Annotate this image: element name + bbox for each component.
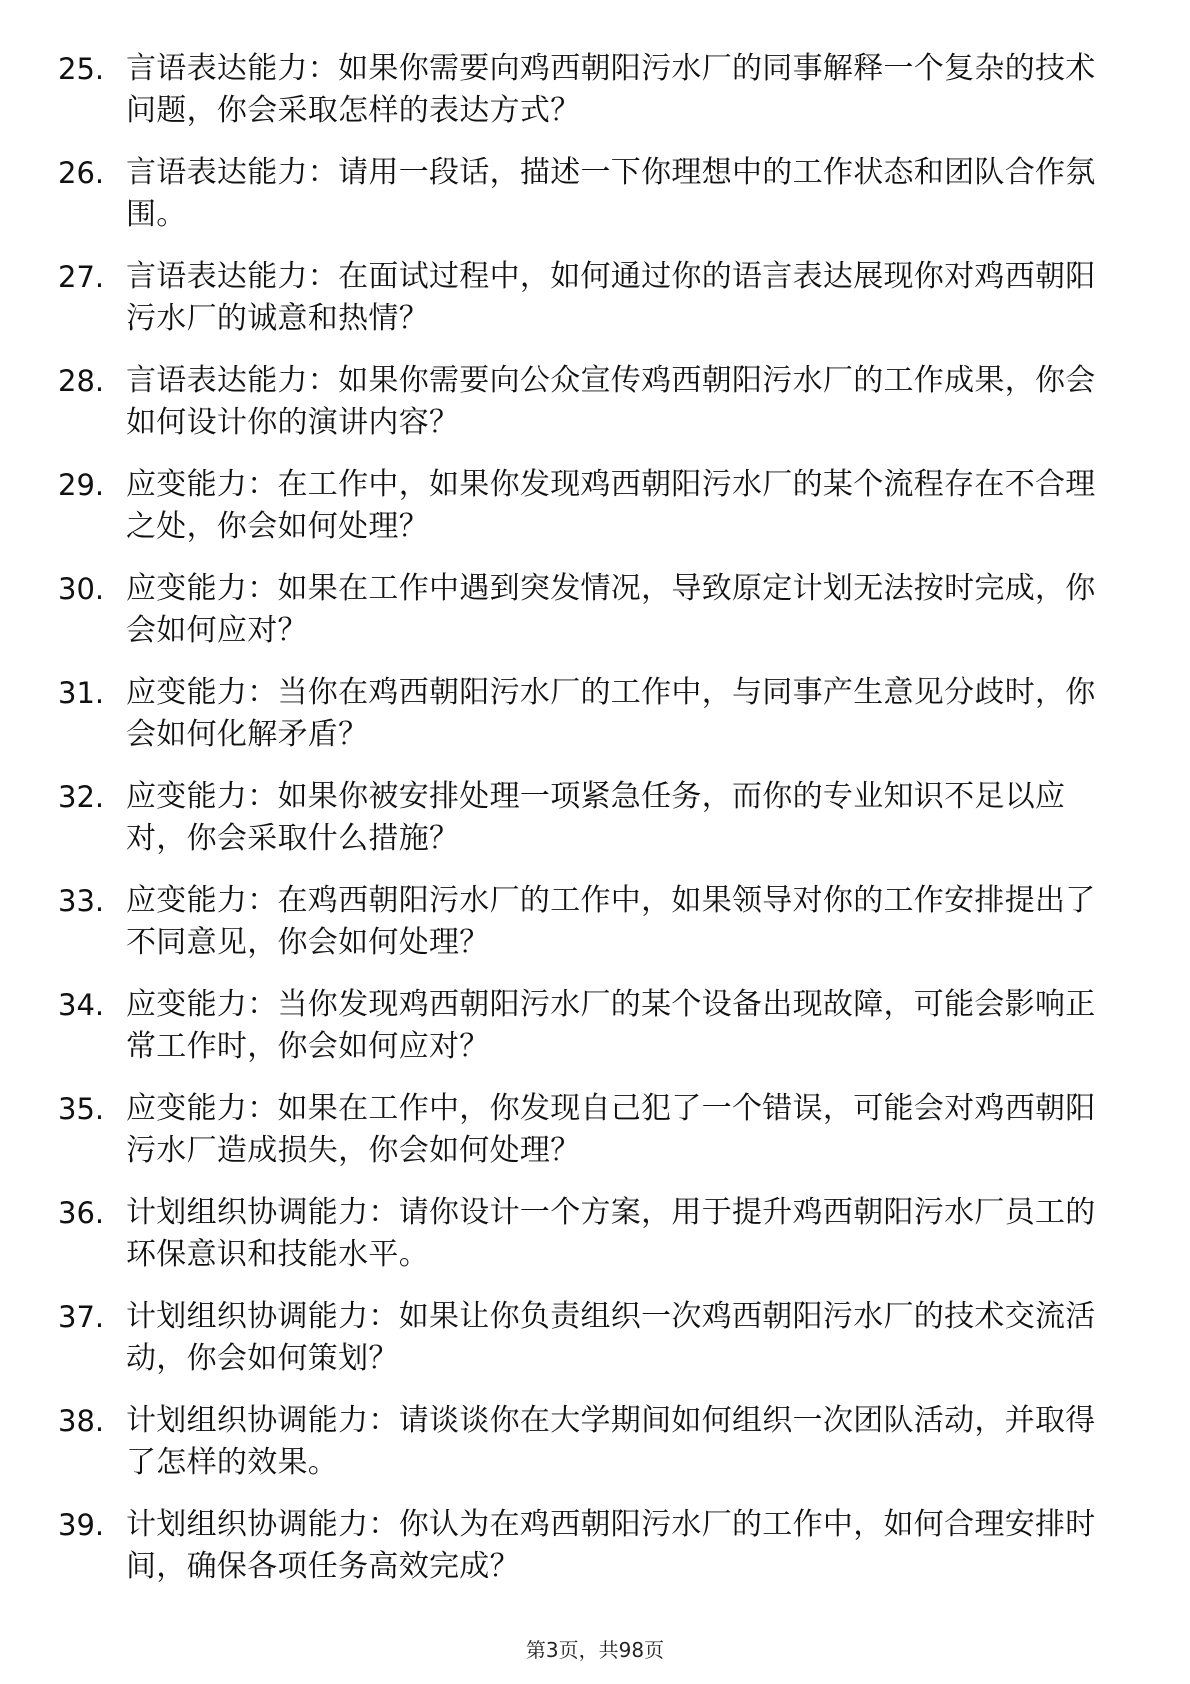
question-text: 应变能力：当你发现鸡西朝阳污水厂的某个设备出现故障，可能会影响正常工作时，你会如何应对？: [126, 987, 1096, 1064]
question-text: 应变能力：如果你被安排处理一项紧急任务，而你的专业知识不足以应对，你会采取什么措施？: [126, 779, 1066, 856]
question-text: 言语表达能力：在面试过程中，如何通过你的语言表达展现你对鸡西朝阳污水厂的诚意和热情？: [126, 259, 1096, 336]
question-number: 34.: [58, 988, 105, 1022]
page-footer: [0, 1636, 1190, 1664]
question-item: [0, 568, 1190, 662]
question-text: 计划组织协调能力：请你设计一个方案，用于提升鸡西朝阳污水厂员工的环保意识和技能水平。: [126, 1195, 1096, 1272]
question-number: 33.: [58, 884, 105, 918]
question-item: [0, 984, 1190, 1078]
question-text: 应变能力：如果在工作中，你发现自己犯了一个错误，可能会对鸡西朝阳污水厂造成损失，你会如何处理？: [126, 1091, 1096, 1168]
question-text: 应变能力：在工作中，如果你发现鸡西朝阳污水厂的某个流程存在不合理之处，你会如何处理？: [126, 467, 1096, 544]
question-item: [0, 48, 1190, 142]
question-item: [0, 776, 1190, 870]
question-item: [0, 1504, 1190, 1598]
question-item: [0, 464, 1190, 558]
question-text: 计划组织协调能力：请谈谈你在大学期间如何组织一次团队活动，并取得了怎样的效果。: [126, 1403, 1096, 1480]
question-number: 25.: [58, 52, 105, 86]
question-text: 言语表达能力：如果你需要向公众宣传鸡西朝阳污水厂的工作成果，你会如何设计你的演讲内容？: [126, 363, 1096, 440]
question-number: 27.: [58, 260, 105, 294]
question-number: 36.: [58, 1196, 105, 1230]
question-item: [0, 1088, 1190, 1182]
question-item: [0, 1400, 1190, 1494]
page-number-label: 第3页，共98页: [525, 1638, 665, 1662]
question-text: 言语表达能力：如果你需要向鸡西朝阳污水厂的同事解释一个复杂的技术问题，你会采取怎样的表达方式？: [126, 51, 1096, 128]
question-number: 26.: [58, 156, 105, 190]
question-number: 30.: [58, 572, 105, 606]
question-number: 31.: [58, 676, 105, 710]
question-item: [0, 880, 1190, 974]
question-item: [0, 1296, 1190, 1390]
question-number: 38.: [58, 1404, 105, 1438]
question-number: 37.: [58, 1300, 105, 1334]
question-text: 应变能力：如果在工作中遇到突发情况，导致原定计划无法按时完成，你会如何应对？: [126, 571, 1096, 648]
question-text: 应变能力：当你在鸡西朝阳污水厂的工作中，与同事产生意见分歧时，你会如何化解矛盾？: [126, 675, 1096, 752]
question-item: [0, 152, 1190, 246]
question-text: 计划组织协调能力：你认为在鸡西朝阳污水厂的工作中，如何合理安排时间，确保各项任务高效完成？: [126, 1507, 1096, 1584]
question-text: 言语表达能力：请用一段话，描述一下你理想中的工作状态和团队合作氛围。: [126, 155, 1096, 232]
question-text: 计划组织协调能力：如果让你负责组织一次鸡西朝阳污水厂的技术交流活动，你会如何策划？: [126, 1299, 1096, 1376]
question-number: 39.: [58, 1508, 105, 1542]
question-item: [0, 360, 1190, 454]
question-list: [0, 48, 1190, 1608]
question-number: 29.: [58, 468, 105, 502]
question-item: [0, 1192, 1190, 1286]
question-number: 28.: [58, 364, 105, 398]
question-text: 应变能力：在鸡西朝阳污水厂的工作中，如果领导对你的工作安排提出了不同意见，你会如何处理？: [126, 883, 1096, 960]
question-number: 32.: [58, 780, 105, 814]
question-item: [0, 672, 1190, 766]
question-item: [0, 256, 1190, 350]
question-number: 35.: [58, 1092, 105, 1126]
